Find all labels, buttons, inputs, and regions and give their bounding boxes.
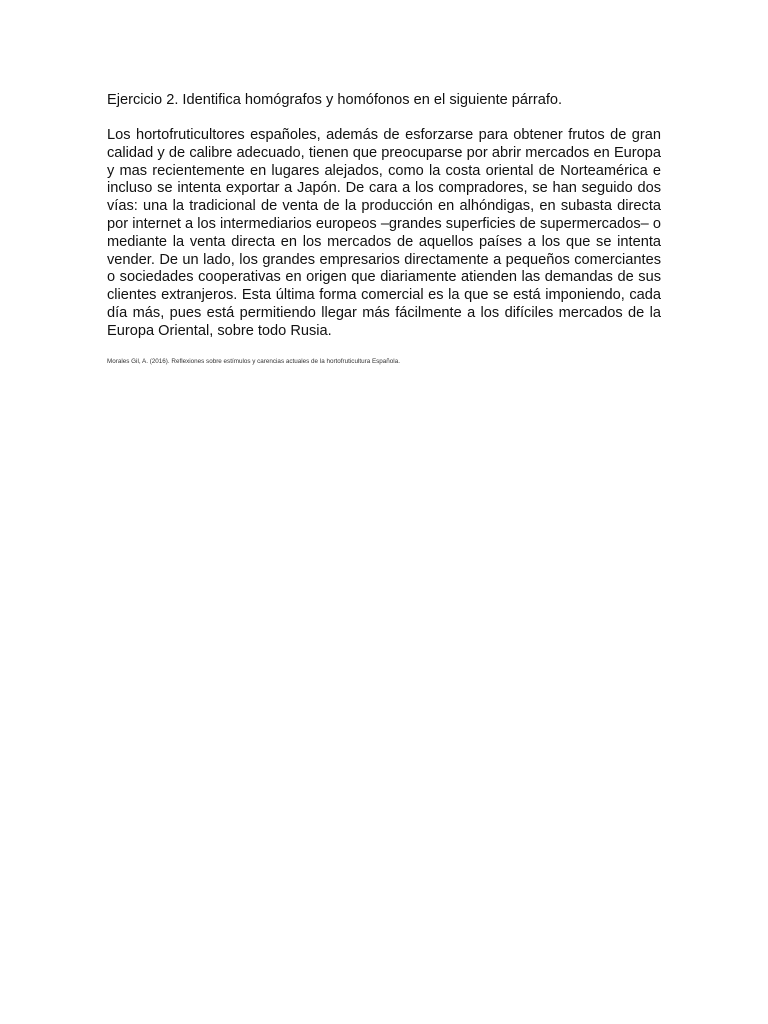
exercise-title: Ejercicio 2. Identifica homógrafos y homófonos en el siguiente párrafo. <box>107 92 563 108</box>
exercise-paragraph: Los hortofruticultores españoles, además de esforzarse para obtener frutos de gran calidad y de calibre adecuado, tienen que preocuparse por abrir mercados en Europa y mas recientemente en lugares alejados, como la costa oriental de Norteamérica e incluso se intenta exportar a Japón. De cara a los compradores, se han seguido dos vías: una la tradicional de venta de la producción en alhóndigas, en subasta directa por internet a los intermediarios europeos –grandes superficies de supermercados– o mediante la venta directa en los mercados de aquellos países a los que se intenta vender. De un lado, los grandes empresarios directamente a pequeños comerciantes o sociedades cooperativas en origen que diariamente atienden las demandas de sus clientes extranjeros. Esta última forma comercial es la que se está imponiendo, cada día más, pues está permitiendo llegar más fácilmente a los difíciles mercados de la Europa Oriental, sobre todo Rusia. <box>107 127 661 339</box>
document-content <box>107 91 661 366</box>
source-citation: Morales Gil, A. (2016). Reflexiones sobre estímulos y carencias actuales de la hortofruticultura Española. <box>107 357 400 365</box>
